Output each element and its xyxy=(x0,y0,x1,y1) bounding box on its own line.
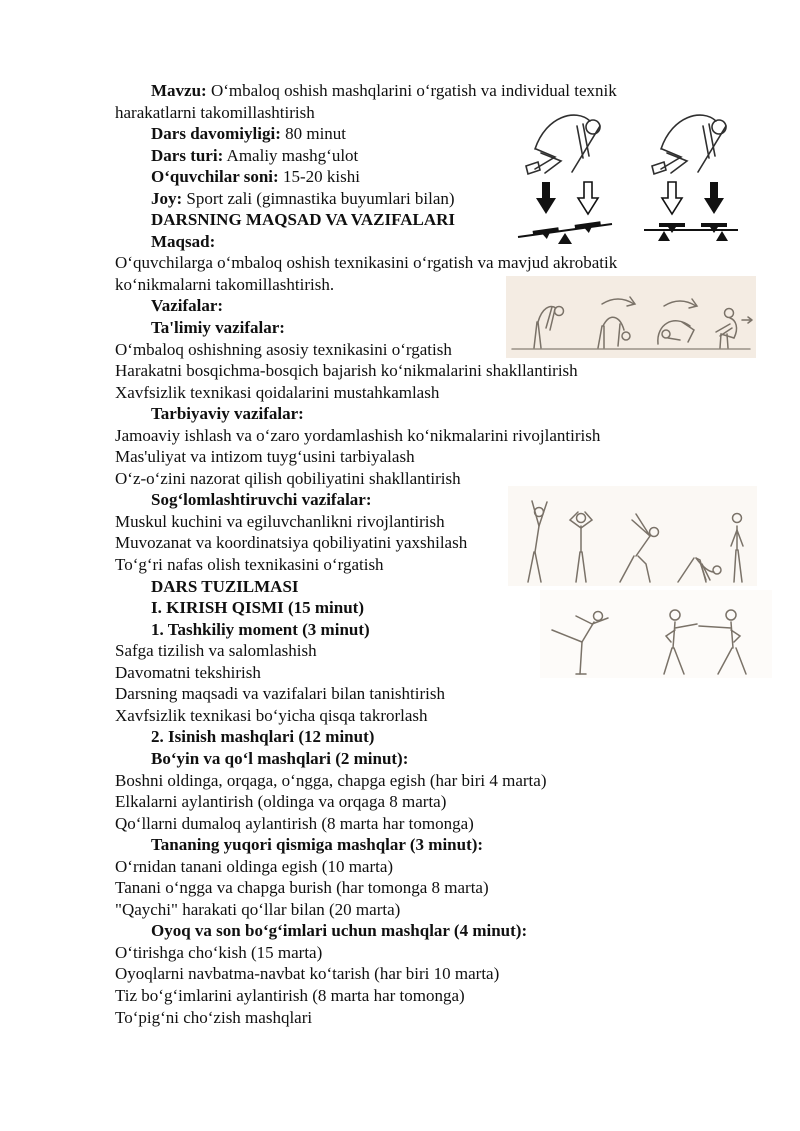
forward-roll-svg xyxy=(506,276,756,358)
text-line-9: Oʻquvchilarga oʻmbaloq oshish texnikasini oʻrgatish va mavjud akrobatik xyxy=(115,253,618,273)
text-line-4: Dars turi: Amaliy mashgʻulot xyxy=(151,145,359,165)
text-line-40 xyxy=(115,920,705,942)
text-line-42: Oyoqlarni navbatma-navbat koʻtarish (har biri 10 marta) xyxy=(115,964,500,984)
text-line-23: Toʻgʻri nafas olish texnikasini oʻrgatish xyxy=(115,555,384,575)
text-line-15: Xavfsizlik texnikasi qoidalarini mustahkamlash xyxy=(115,382,440,402)
text-line-41: Oʻtirishga choʻkish (15 marta) xyxy=(115,942,323,962)
text-line-36 xyxy=(115,834,705,856)
text-line-27: Safga tizilish va salomlashish xyxy=(115,641,317,661)
text-line-22: Muvozanat va koordinatsiya qobiliyatini yaxshilash xyxy=(115,533,468,553)
text-line-bold: Dars turi: xyxy=(151,145,224,165)
text-line-bold: 1. Tashkiliy moment (3 minut) xyxy=(151,619,370,639)
text-line-bold: Tarbiyaviy vazifalar: xyxy=(151,404,304,424)
start-position-weight-diagram xyxy=(508,96,752,246)
balance-partner-svg xyxy=(540,590,772,678)
text-line-13: Oʻmbaloq oshishning asosiy texnikasini oʻrgatish xyxy=(115,339,452,359)
text-line-5: Oʻquvchilar soni: 15-20 kishi xyxy=(151,167,360,187)
text-line-18: Mas'uliyat va intizom tuygʻusini tarbiyalash xyxy=(115,447,415,467)
text-line-6: Joy: Sport zali (gimnastika buyumlari bilan) xyxy=(151,188,455,208)
text-line-10: koʻnikmalarni takomillashtirish. xyxy=(115,274,335,294)
text-line-bold: DARS TUZILMASI xyxy=(151,576,299,596)
text-line-34: Elkalarni aylantirish (oldinga va orqaga 8 marta) xyxy=(115,792,447,812)
text-line-bold: Ta'limiy vazifalar: xyxy=(151,318,285,338)
stretching-exercise-sequence xyxy=(508,486,757,586)
text-line-16 xyxy=(115,403,705,425)
stretching-svg xyxy=(508,486,757,586)
text-line-bold: Maqsad: xyxy=(151,231,216,251)
text-line-21: Muskul kuchini va egiluvchanlikni rivojlantirish xyxy=(115,511,445,531)
text-line-39: "Qaychi" harakati qoʻllar bilan (20 marta) xyxy=(115,899,401,919)
text-line-bold: I. KIRISH QISMI (15 minut) xyxy=(151,598,365,618)
text-line-43: Tiz boʻgʻimlarini aylantirish (8 marta har tomonga) xyxy=(115,985,465,1005)
text-line-bold: DARSNING MAQSAD VA VAZIFALARI xyxy=(151,210,456,230)
text-line-37: Oʻrnidan tanani oldinga egish (10 marta) xyxy=(115,856,394,876)
text-line-bold: 2. Isinish mashqlari (12 minut) xyxy=(151,727,375,747)
text-line-3: Dars davomiyligi: 80 minut xyxy=(151,124,347,144)
text-line-30: Xavfsizlik texnikasi boʻyicha qisqa takrorlash xyxy=(115,705,428,725)
text-line-32 xyxy=(115,748,705,770)
text-line-19: Oʻz-oʻzini nazorat qilish qobiliyatini shakllantirish xyxy=(115,468,461,488)
text-line-33: Boshni oldinga, orqaga, oʻngga, chapga egish (har biri 4 marta) xyxy=(115,770,547,790)
text-line-bold: Oʻquvchilar soni: xyxy=(151,167,279,187)
text-line-35: Qoʻllarni dumaloq aylantirish (8 marta har tomonga) xyxy=(115,813,474,833)
text-line-bold: Dars davomiyligi: xyxy=(151,124,281,144)
text-line-bold: Oyoq va son boʻgʻimlari uchun mashqlar (4 minut): xyxy=(151,921,528,941)
text-line-31 xyxy=(115,726,705,748)
text-line-44: Toʻpigʻni choʻzish mashqlari xyxy=(115,1007,313,1027)
text-line-bold: Mavzu: xyxy=(151,81,207,100)
text-line-28: Davomatni tekshirish xyxy=(115,662,261,682)
text-line-bold: Joy: xyxy=(151,188,183,208)
text-line-bold: Sogʻlomlashtiruvchi vazifalar: xyxy=(151,490,372,510)
text-line-2: harakatlarni takomillashtirish xyxy=(115,102,315,122)
text-line-bold: Boʻyin va qoʻl mashqlari (2 minut): xyxy=(151,748,409,768)
forward-roll-sequence xyxy=(506,276,756,358)
text-line-1: Mavzu: Oʻmbaloq oshish mashqlarini oʻrgatish va individual texnik xyxy=(151,81,617,100)
text-line-bold: Tananing yuqori qismiga mashqlar (3 minut): xyxy=(151,835,484,855)
text-line-29: Darsning maqsadi va vazifalari bilan tanishtirish xyxy=(115,684,445,704)
balance-and-partner-exercise xyxy=(540,590,772,678)
text-line-14: Harakatni bosqichma-bosqich bajarish koʻnikmalarini shakllantirish xyxy=(115,361,578,381)
text-line-bold: Vazifalar: xyxy=(151,296,224,316)
text-line-38: Tanani oʻngga va chapga burish (har tomonga 8 marta) xyxy=(115,878,489,898)
text-line-17: Jamoaviy ishlash va oʻzaro yordamlashish koʻnikmalarini rivojlantirish xyxy=(115,425,601,445)
start-position-diagram-svg xyxy=(508,96,752,246)
